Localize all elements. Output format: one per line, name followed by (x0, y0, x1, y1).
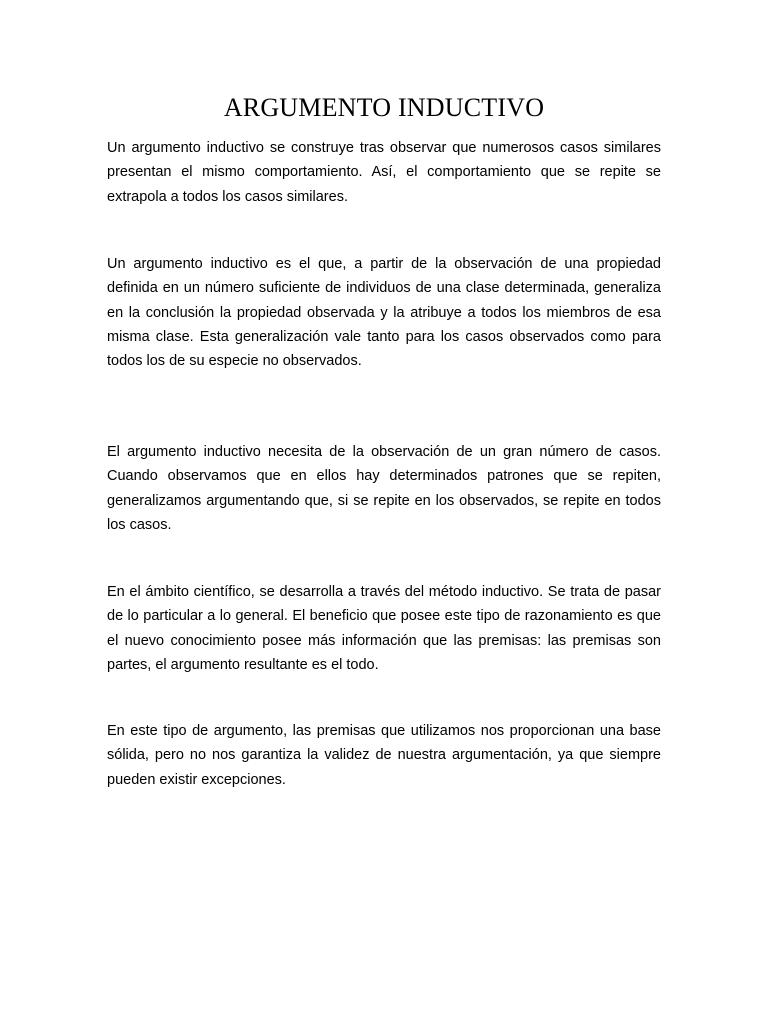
paragraph: En el ámbito científico, se desarrolla a través del método inductivo. Se trata de pasar de lo particular a lo general. El beneficio que posee este tipo de razonamiento es que el nuevo conocimiento posee más información que las premisas: las premisas son partes, el argumento resultante es el todo. (107, 584, 661, 673)
paragraph: El argumento inductivo necesita de la observación de un gran número de casos. Cuando observamos que en ellos hay determinados patrones que se repiten, generalizamos argumentando que, si se repite en los observados, se repite en todos los casos. (107, 444, 661, 533)
paragraph: Un argumento inductivo es el que, a partir de la observación de una propiedad definida en un número suficiente de individuos de una clase determinada, generaliza en la conclusión la propiedad observada y la atribuye a todos los miembros de esa misma clase. Esta generalización vale tanto para los casos observados como para todos los de su especie no observados. (107, 256, 661, 370)
paragraph: Un argumento inductivo se construye tras observar que numerosos casos similares presentan el mismo comportamiento. Así, el comportamiento que se repite se extrapola a todos los casos similares. (107, 140, 661, 205)
document-title: ARGUMENTO INDUCTIVO (223, 93, 545, 122)
paragraph: En este tipo de argumento, las premisas que utilizamos nos proporcionan una base sólida, pero no nos garantiza la validez de nuestra argumentación, ya que siempre pueden existir excepciones. (107, 723, 661, 788)
